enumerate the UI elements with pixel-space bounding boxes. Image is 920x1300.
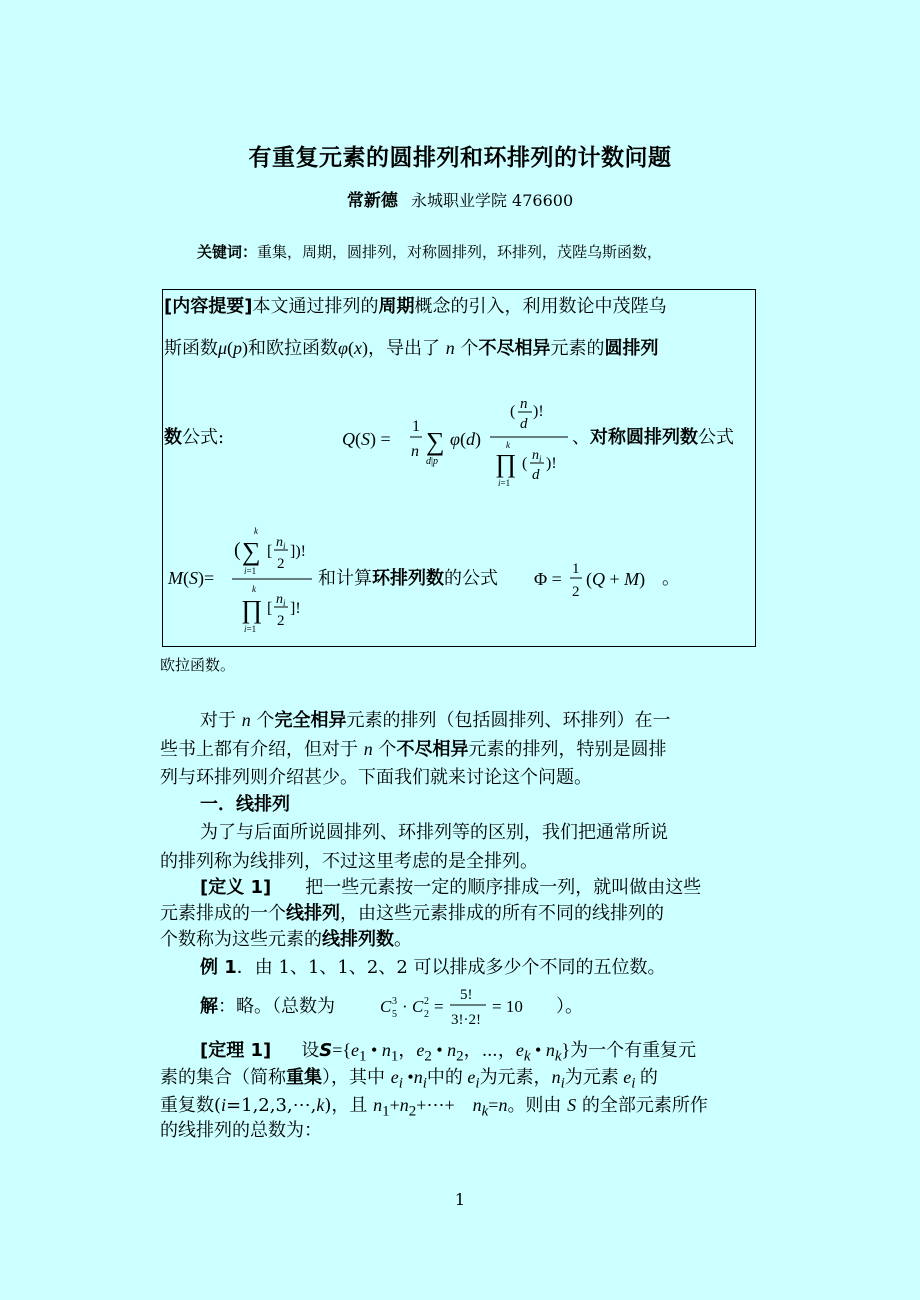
para1-line-2: 的排列称为线排列，不过这里考虑的是全排列。 <box>160 851 538 872</box>
intro-text: 个 <box>378 739 397 760</box>
theorem-text: =1,2,3,⋯, <box>226 1095 317 1116</box>
sum-condition: $n_1+n_2+\cdots+$ $n_k=n$ <box>373 1095 508 1120</box>
svg-text:)!: )! <box>546 455 557 472</box>
var-i: i <box>221 1095 227 1115</box>
definition-text: 把一些元素按一定的顺序排成一列，就叫做由这些 <box>305 877 702 898</box>
svg-text:d: d <box>520 416 528 432</box>
definition-text: 。 <box>394 929 412 950</box>
svg-text:]!: ]! <box>290 600 301 617</box>
keywords-label: 关键词： <box>197 243 258 261</box>
svg-text:k: k <box>252 584 256 594</box>
intro-text: 对于 <box>200 710 236 731</box>
svg-text:i=1: i=1 <box>498 478 511 488</box>
abstract-text: 个 <box>460 338 479 359</box>
svg-text:d|p: d|p <box>426 456 439 467</box>
abstract-text: 公式: <box>182 427 225 448</box>
abstract-term: 不尽相异 <box>478 338 551 359</box>
svg-text:k: k <box>506 440 510 450</box>
svg-text:(: ( <box>522 455 528 472</box>
svg-text:∏: ∏ <box>495 449 517 478</box>
theorem-text: 为元素， <box>479 1067 552 1088</box>
author-line <box>0 186 920 211</box>
svg-text:(: ( <box>510 403 516 420</box>
document-title: 有重复元素的圆排列和环排列的计数问题 <box>248 145 672 171</box>
svg-text:n: n <box>411 443 419 460</box>
svg-text:2: 2 <box>277 556 285 572</box>
solution-line <box>200 992 335 1022</box>
svg-text:(Q + M): (Q + M) <box>586 569 646 589</box>
abstract-text: 的公式 <box>444 568 498 589</box>
abstract-line-1 <box>164 292 666 322</box>
svg-text:5: 5 <box>392 1009 397 1020</box>
svg-text:k: k <box>254 526 258 536</box>
svg-text:(: ( <box>234 539 241 561</box>
theorem-text: 素的集合（简称 <box>160 1067 286 1088</box>
theorem-text: )，且 <box>324 1095 368 1116</box>
abstract-text: 概念的引入，利用数论中茂陛乌 <box>414 296 667 317</box>
svg-text:)!: )! <box>533 403 544 420</box>
author-affiliation: 永城职业学院 476600 <box>410 191 574 210</box>
svg-text:2: 2 <box>424 1009 429 1020</box>
var-ni: $n_i$ <box>551 1067 565 1092</box>
var-n: n <box>241 710 251 730</box>
abstract-text: 公式 <box>698 427 734 448</box>
abstract-text: 元素的 <box>550 338 605 359</box>
svg-text:= 10: = 10 <box>492 997 523 1016</box>
svg-text:ni: $n_i$ <box>532 448 542 464</box>
svg-text:φ(d): φ(d) <box>450 429 481 449</box>
svg-text:C: C <box>380 997 392 1016</box>
stray-text: 欧拉函数。 <box>160 656 236 674</box>
var-n: n <box>445 338 455 358</box>
abstract-term: 数 <box>164 427 182 448</box>
abstract-term: 圆排列 <box>604 338 659 359</box>
theorem-text: 设 <box>301 1040 320 1061</box>
example-label: 例 1 <box>200 957 237 978</box>
example-1 <box>200 953 666 983</box>
solution-label: 解 <box>200 996 218 1017</box>
svg-text:2: 2 <box>572 584 580 600</box>
mobius-function: μ(p) <box>218 338 249 358</box>
svg-text:∏: ∏ <box>241 595 263 624</box>
var-ei: $e_i$ <box>623 1067 636 1092</box>
intro-term: 不尽相异 <box>396 739 469 760</box>
keywords-text: 重集，周期，圆排列，对称圆排列，环排列，茂陛乌斯函数， <box>257 243 663 261</box>
theorem-label: [定理 1] <box>200 1040 272 1061</box>
solution-text: ：略。（总数为 <box>218 996 335 1017</box>
definition-text: ，由这些元素排成的所有不同的线排列的 <box>340 903 664 924</box>
author-name: 常新德 <box>346 191 398 211</box>
example-text: ．由 1、1、1、2、2 可以排成多少个不同的五位数。 <box>236 957 666 978</box>
section-heading-text: 一．线排列 <box>200 794 290 815</box>
abstract-term: 环排列数 <box>372 568 444 589</box>
svg-text:i=1: i=1 <box>244 566 257 576</box>
intro-text: 元素的排列，特别是圆排 <box>468 739 667 760</box>
theorem-text: 为一个有重复元 <box>570 1040 697 1061</box>
var-S: S <box>567 1095 577 1115</box>
svg-text:])!: ])! <box>290 543 306 560</box>
abstract-text: 和欧拉函数 <box>248 338 339 359</box>
intro-line-1 <box>200 705 670 736</box>
multiset-definition: $S=\{e_1$ • $n_1$，$e_2$ • $n_2$，⋯，$e_k$ • $n_k$} <box>319 1040 571 1065</box>
theorem-text: 中的 <box>426 1067 463 1088</box>
svg-text:3!·2!: 3!·2! <box>451 1012 481 1028</box>
svg-text:ni: $n_i$ <box>276 535 286 551</box>
abstract-text: ，导出了 <box>368 338 441 359</box>
intro-line-3: 列与环排列则介绍甚少。下面我们就来讨论这个问题。 <box>160 767 592 788</box>
definition-1-line-3 <box>160 925 412 955</box>
theorem-term: 重集 <box>286 1067 322 1088</box>
theorem-text: 的 <box>639 1067 658 1088</box>
svg-text:ni: $n_i$ <box>276 592 286 608</box>
theorem-text: 的全部元素所作 <box>581 1095 708 1116</box>
theorem-text: ），其中 <box>322 1067 385 1088</box>
abstract-text: 斯函数 <box>164 338 218 359</box>
formula-ring-count <box>532 556 662 606</box>
svg-text:n: n <box>520 396 528 412</box>
abstract-text: 和计算 <box>318 568 372 589</box>
definition-term: 线排列 <box>286 903 340 924</box>
svg-text:Q(S) =: Q(S) = <box>342 429 391 449</box>
keywords-line <box>197 241 662 262</box>
definition-text: 个数称为这些元素的 <box>160 929 322 950</box>
var-ei-ni: $e_i$ $•n_i$ <box>390 1067 427 1092</box>
abstract-line-3 <box>164 423 224 453</box>
abstract-line-4-end: 。 <box>662 568 680 589</box>
abstract-term-period: 周期 <box>378 296 415 317</box>
formula-combination <box>378 982 538 1030</box>
abstract-line-3-tail <box>572 423 734 453</box>
formula-circular-count <box>340 396 570 496</box>
svg-text:·: · <box>402 997 408 1016</box>
formula-symmetric-count <box>166 520 316 640</box>
page-number: 1 <box>454 1190 466 1209</box>
svg-text:∑: ∑ <box>242 537 261 566</box>
intro-term: 完全相异 <box>274 710 347 731</box>
abstract-text: 本文通过排列的 <box>252 296 379 317</box>
para1-line-1: 为了与后面所说圆排列、环排列等的区别，我们把通常所说 <box>200 822 668 843</box>
svg-text:1: 1 <box>412 418 420 435</box>
svg-text:5!: 5! <box>460 987 473 1003</box>
solution-end: ）。 <box>556 996 583 1017</box>
svg-text:C: C <box>412 997 424 1016</box>
definition-label: [定义 1] <box>200 877 272 898</box>
svg-text:2: 2 <box>424 996 429 1007</box>
svg-text:∑: ∑ <box>426 427 445 456</box>
svg-text:1: 1 <box>572 561 580 577</box>
svg-text:2: 2 <box>277 613 285 629</box>
svg-text:d: d <box>532 467 540 483</box>
definition-term: 线排列数 <box>322 929 394 950</box>
abstract-line-4 <box>318 564 498 594</box>
abstract-text: 、 <box>572 427 590 448</box>
intro-line-2 <box>160 734 666 765</box>
svg-text:M(S)=: M(S)= <box>168 568 215 588</box>
intro-text: 个 <box>256 710 275 731</box>
svg-text:i=1: i=1 <box>244 624 257 634</box>
svg-text:[: [ <box>267 543 273 560</box>
theorem-text: 为元素 <box>564 1067 619 1088</box>
intro-text: 些书上都有介绍，但对于 <box>160 739 358 760</box>
theorem-text: 。则由 <box>507 1095 562 1116</box>
abstract-label: [内容提要] <box>164 296 253 317</box>
intro-text: 元素的排列（包括圆排列、环排列）在一 <box>346 710 671 731</box>
abstract-line-2 <box>164 333 658 364</box>
theorem-text: 重复数( <box>160 1095 222 1116</box>
section-heading <box>200 790 290 820</box>
svg-text:Φ =: Φ = <box>534 569 562 589</box>
svg-text:3: 3 <box>392 996 397 1007</box>
var-n: n <box>363 739 373 759</box>
abstract-term: 对称圆排列数 <box>590 427 698 448</box>
theorem-1-line-4: 的线排列的总数为： <box>160 1120 322 1141</box>
var-ei: $e_i$ <box>467 1067 480 1092</box>
definition-text: 元素排成的一个 <box>160 903 286 924</box>
euler-function: φ(x) <box>338 338 369 358</box>
var-k: k <box>316 1095 325 1115</box>
svg-text:=: = <box>434 997 444 1016</box>
svg-text:[: [ <box>267 600 273 617</box>
